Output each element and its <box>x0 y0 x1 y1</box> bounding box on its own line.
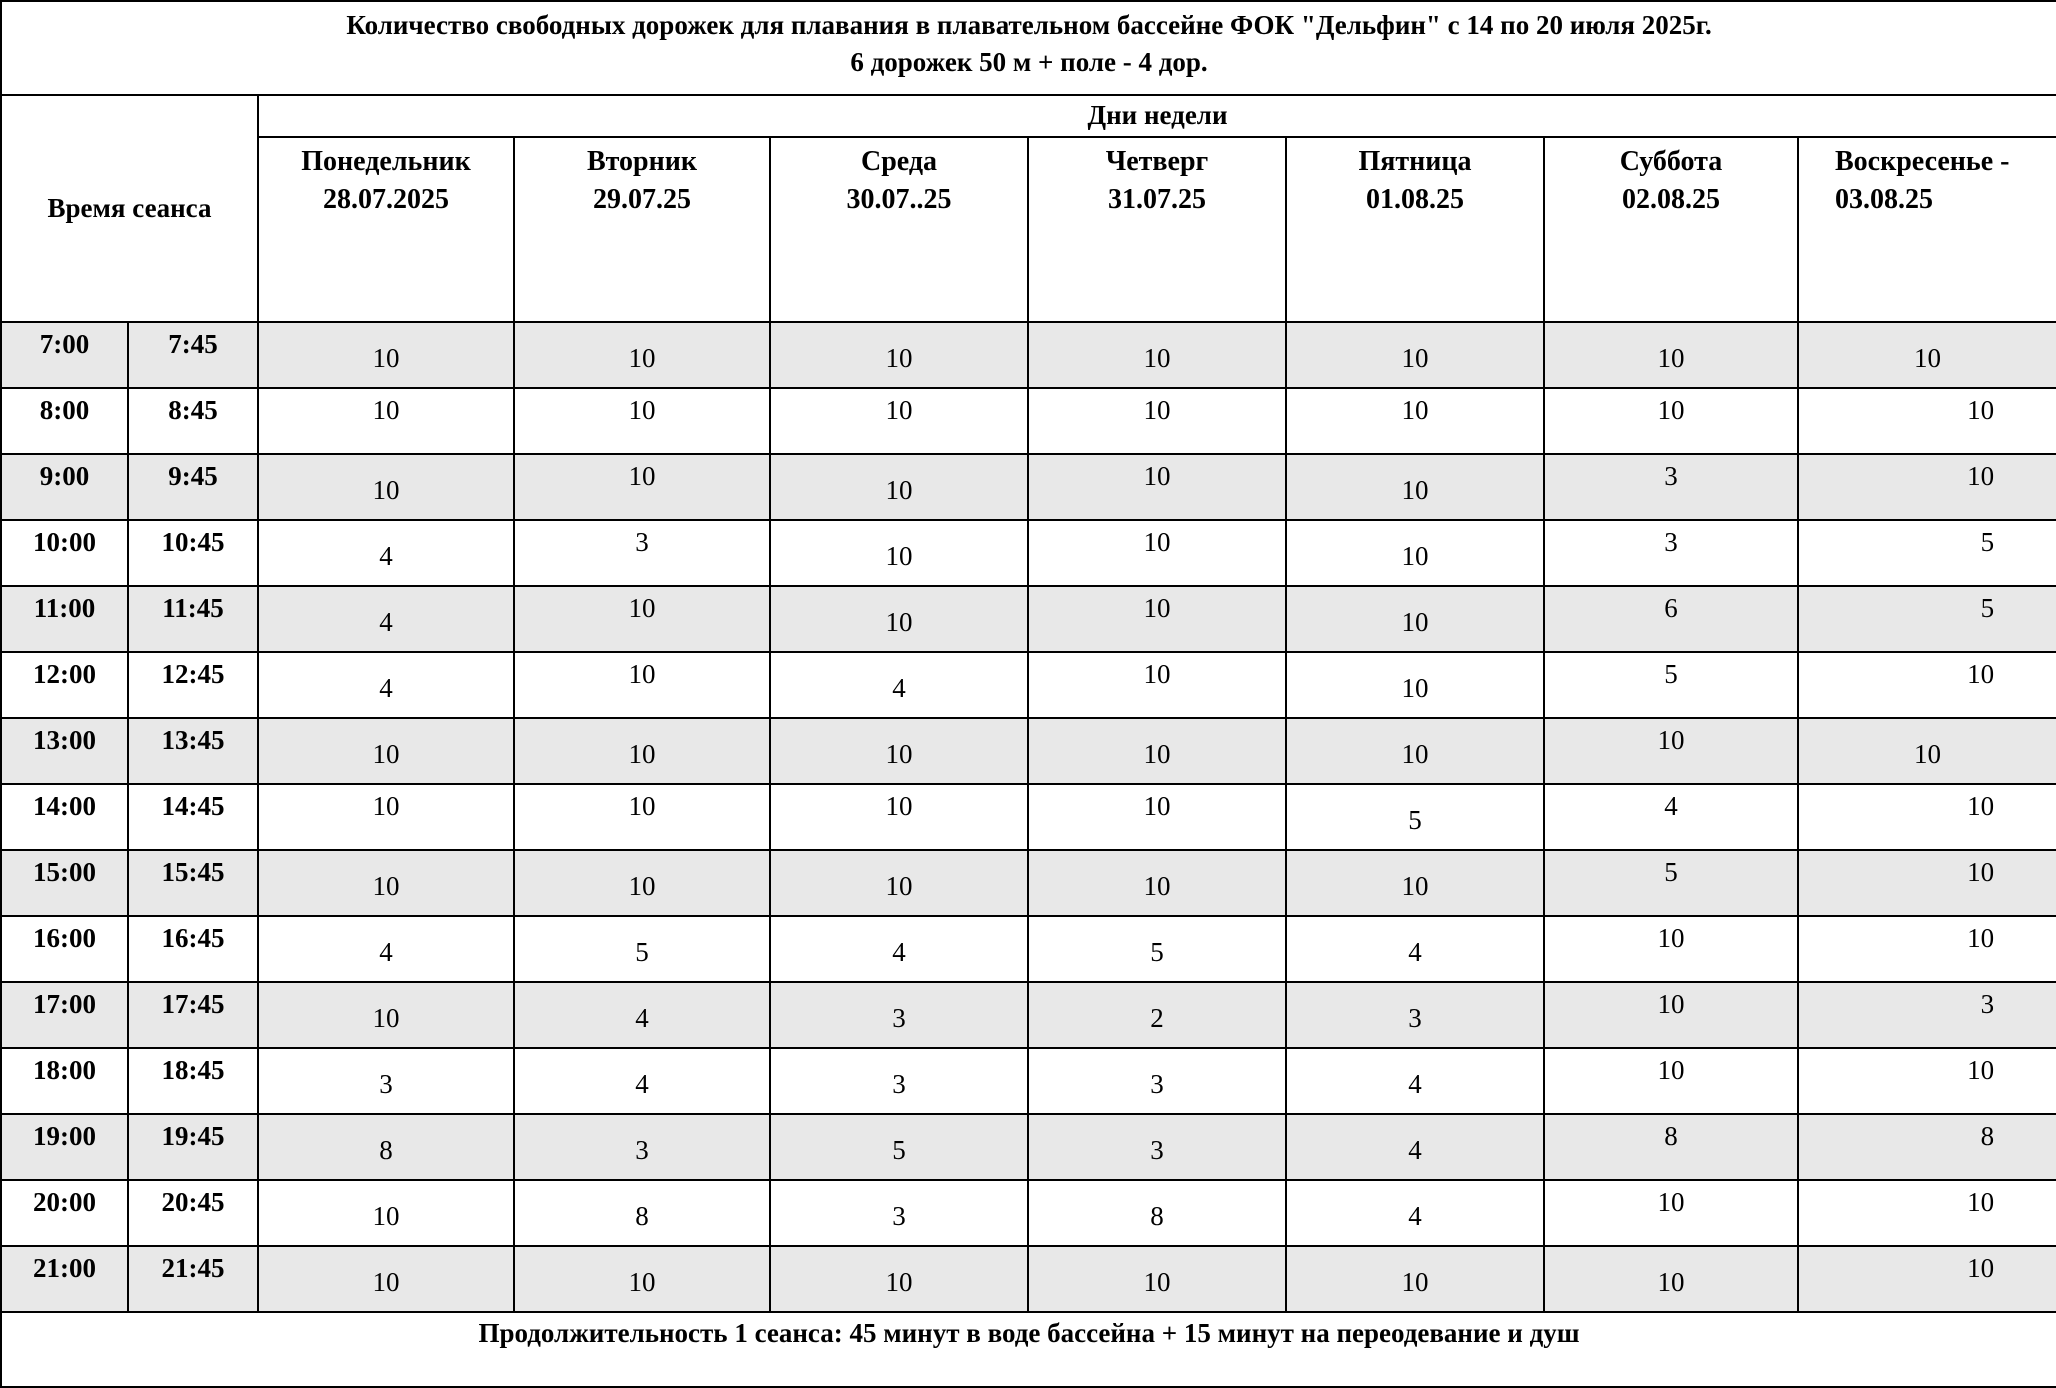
free-lanes-cell <box>514 520 770 586</box>
free-lanes-value: 5 <box>1664 857 1678 887</box>
session-start-time: 15:00 <box>1 850 128 916</box>
free-lanes-cell <box>1798 1114 2056 1180</box>
free-lanes-value: 4 <box>635 1069 649 1099</box>
session-start-time: 17:00 <box>1 982 128 1048</box>
free-lanes-cell <box>1286 1048 1544 1114</box>
free-lanes-cell <box>1286 652 1544 718</box>
free-lanes-cell <box>258 1246 514 1312</box>
free-lanes-value: 10 <box>885 791 913 821</box>
session-end-time: 16:45 <box>128 916 258 982</box>
free-lanes-value: 10 <box>885 871 913 901</box>
free-lanes-cell <box>258 850 514 916</box>
session-end-time: 8:45 <box>128 388 258 454</box>
free-lanes-cell <box>258 586 514 652</box>
footer-row <box>1 1312 2056 1387</box>
free-lanes-cell <box>1028 1246 1286 1312</box>
table-row <box>1 1246 2056 1312</box>
free-lanes-cell <box>1028 520 1286 586</box>
free-lanes-value: 5 <box>1980 527 1995 557</box>
day-date: 03.08.25 <box>1835 184 1933 215</box>
free-lanes-value: 10 <box>628 1267 656 1297</box>
free-lanes-value: 10 <box>1657 725 1685 755</box>
free-lanes-cell <box>258 784 514 850</box>
free-lanes-value: 10 <box>1967 791 1995 821</box>
free-lanes-value: 4 <box>892 937 906 967</box>
free-lanes-cell <box>770 850 1028 916</box>
free-lanes-value: 4 <box>635 1003 649 1033</box>
session-end-time: 21:45 <box>128 1246 258 1312</box>
session-end-time: 17:45 <box>128 982 258 1048</box>
free-lanes-cell <box>1544 982 1798 1048</box>
free-lanes-value: 4 <box>1408 937 1422 967</box>
free-lanes-cell <box>1028 652 1286 718</box>
free-lanes-cell <box>1798 388 2056 454</box>
session-end-time: 9:45 <box>128 454 258 520</box>
day-date: 01.08.25 <box>1366 184 1464 215</box>
free-lanes-value: 10 <box>372 1267 400 1297</box>
free-lanes-value: 10 <box>1657 343 1685 373</box>
free-lanes-value: 10 <box>628 871 656 901</box>
free-lanes-value: 3 <box>1980 989 1995 1019</box>
free-lanes-cell <box>1798 322 2056 388</box>
free-lanes-value: 10 <box>372 739 400 769</box>
free-lanes-value: 6 <box>1664 593 1678 623</box>
free-lanes-value: 10 <box>1401 607 1429 637</box>
free-lanes-value: 5 <box>892 1135 906 1165</box>
free-lanes-value: 10 <box>885 343 913 373</box>
free-lanes-cell <box>514 388 770 454</box>
free-lanes-cell <box>514 652 770 718</box>
table-title <box>1 1 2056 95</box>
free-lanes-cell <box>1028 784 1286 850</box>
free-lanes-cell <box>514 784 770 850</box>
free-lanes-cell <box>1028 916 1286 982</box>
free-lanes-value: 10 <box>628 593 656 623</box>
free-lanes-cell <box>770 784 1028 850</box>
day-date: 28.07.2025 <box>323 184 449 215</box>
free-lanes-value: 3 <box>635 1135 649 1165</box>
free-lanes-cell <box>514 322 770 388</box>
free-lanes-value: 10 <box>1657 989 1685 1019</box>
free-lanes-cell <box>1286 718 1544 784</box>
free-lanes-value: 4 <box>379 541 393 571</box>
free-lanes-value: 10 <box>1967 1055 1995 1085</box>
free-lanes-cell <box>1544 784 1798 850</box>
day-header-2 <box>514 137 770 322</box>
free-lanes-cell <box>1286 388 1544 454</box>
free-lanes-cell <box>514 1114 770 1180</box>
free-lanes-cell <box>514 586 770 652</box>
session-start-time: 18:00 <box>1 1048 128 1114</box>
free-lanes-cell <box>1544 322 1798 388</box>
free-lanes-cell <box>258 1048 514 1114</box>
free-lanes-cell <box>1544 1114 1798 1180</box>
free-lanes-cell <box>1798 1048 2056 1114</box>
free-lanes-value: 10 <box>1401 871 1429 901</box>
free-lanes-value: 10 <box>628 791 656 821</box>
table-row <box>1 1180 2056 1246</box>
free-lanes-cell <box>770 718 1028 784</box>
free-lanes-cell <box>258 652 514 718</box>
session-start-time: 8:00 <box>1 388 128 454</box>
free-lanes-value: 8 <box>1664 1121 1678 1151</box>
free-lanes-cell <box>770 454 1028 520</box>
free-lanes-cell <box>1286 454 1544 520</box>
session-end-time: 13:45 <box>128 718 258 784</box>
table-row <box>1 322 2056 388</box>
table-row <box>1 718 2056 784</box>
table-row <box>1 784 2056 850</box>
free-lanes-value: 5 <box>1980 593 1995 623</box>
free-lanes-cell <box>1544 1180 1798 1246</box>
free-lanes-cell <box>1798 520 2056 586</box>
session-start-time: 20:00 <box>1 1180 128 1246</box>
free-lanes-cell <box>258 982 514 1048</box>
free-lanes-cell <box>1028 388 1286 454</box>
day-header-7 <box>1798 137 2056 322</box>
free-lanes-cell <box>258 388 514 454</box>
free-lanes-value: 10 <box>1967 461 1995 491</box>
free-lanes-value: 4 <box>892 673 906 703</box>
free-lanes-value: 8 <box>1980 1121 1995 1151</box>
title-line-1: Количество свободных дорожек для плавания в плавательном бассейне ФОК "Дельфин" с 14 по 20 июля 2025г. <box>346 10 1712 40</box>
day-name: Вторник <box>586 146 698 177</box>
free-lanes-value: 10 <box>885 1267 913 1297</box>
free-lanes-value: 10 <box>885 739 913 769</box>
free-lanes-cell <box>1286 1180 1544 1246</box>
day-header-5 <box>1286 137 1544 322</box>
free-lanes-cell <box>1028 454 1286 520</box>
free-lanes-value: 4 <box>1408 1135 1422 1165</box>
free-lanes-cell <box>770 520 1028 586</box>
free-lanes-cell <box>770 1246 1028 1312</box>
free-lanes-cell <box>1028 1048 1286 1114</box>
free-lanes-value: 10 <box>628 461 656 491</box>
free-lanes-cell <box>1798 586 2056 652</box>
free-lanes-value: 4 <box>379 937 393 967</box>
free-lanes-value: 10 <box>372 343 400 373</box>
day-name: Пятница <box>1358 146 1472 177</box>
free-lanes-value: 10 <box>1967 395 1995 425</box>
free-lanes-cell <box>1544 388 1798 454</box>
day-header-6 <box>1544 137 1798 322</box>
free-lanes-cell <box>258 718 514 784</box>
day-date: 29.07.25 <box>593 184 691 215</box>
free-lanes-cell <box>1798 718 2056 784</box>
free-lanes-value: 10 <box>372 791 400 821</box>
free-lanes-cell <box>258 1114 514 1180</box>
free-lanes-value: 10 <box>1401 475 1429 505</box>
free-lanes-cell <box>514 850 770 916</box>
free-lanes-value: 10 <box>1914 739 1942 769</box>
free-lanes-cell <box>514 916 770 982</box>
free-lanes-cell <box>1286 916 1544 982</box>
session-start-time: 16:00 <box>1 916 128 982</box>
free-lanes-value: 10 <box>1401 343 1429 373</box>
free-lanes-cell <box>258 916 514 982</box>
free-lanes-cell <box>1798 916 2056 982</box>
free-lanes-cell <box>1544 586 1798 652</box>
free-lanes-cell <box>1544 916 1798 982</box>
day-name: Четверг <box>1105 146 1209 177</box>
free-lanes-value: 10 <box>1143 343 1171 373</box>
free-lanes-cell <box>1286 1246 1544 1312</box>
free-lanes-value: 10 <box>1967 1187 1995 1217</box>
table-row <box>1 982 2056 1048</box>
free-lanes-value: 10 <box>1143 659 1171 689</box>
table-row <box>1 916 2056 982</box>
free-lanes-value: 2 <box>1150 1003 1164 1033</box>
free-lanes-value: 10 <box>1967 857 1995 887</box>
free-lanes-cell <box>514 982 770 1048</box>
free-lanes-cell <box>258 454 514 520</box>
free-lanes-cell <box>1544 652 1798 718</box>
free-lanes-value: 10 <box>1143 395 1171 425</box>
session-start-time: 19:00 <box>1 1114 128 1180</box>
free-lanes-value: 10 <box>628 739 656 769</box>
free-lanes-cell <box>770 322 1028 388</box>
session-end-time: 18:45 <box>128 1048 258 1114</box>
free-lanes-cell <box>1798 1246 2056 1312</box>
free-lanes-cell <box>1798 982 2056 1048</box>
free-lanes-value: 10 <box>628 659 656 689</box>
table-row <box>1 388 2056 454</box>
free-lanes-cell <box>1286 784 1544 850</box>
free-lanes-cell <box>1286 982 1544 1048</box>
table-row <box>1 850 2056 916</box>
weekdays-header: Дни недели <box>258 95 2056 137</box>
day-date: 02.08.25 <box>1622 184 1720 215</box>
free-lanes-cell <box>770 388 1028 454</box>
free-lanes-value: 3 <box>892 1003 906 1033</box>
table-row <box>1 520 2056 586</box>
free-lanes-cell <box>1798 784 2056 850</box>
session-start-time: 12:00 <box>1 652 128 718</box>
free-lanes-cell <box>258 1180 514 1246</box>
free-lanes-cell <box>1544 1246 1798 1312</box>
free-lanes-value: 5 <box>635 937 649 967</box>
free-lanes-cell <box>1028 982 1286 1048</box>
free-lanes-value: 10 <box>885 541 913 571</box>
free-lanes-cell <box>1798 1180 2056 1246</box>
free-lanes-value: 10 <box>628 343 656 373</box>
table-row <box>1 454 2056 520</box>
table-row <box>1 652 2056 718</box>
free-lanes-cell <box>1798 454 2056 520</box>
free-lanes-cell <box>1544 454 1798 520</box>
free-lanes-value: 3 <box>1150 1069 1164 1099</box>
free-lanes-value: 10 <box>1143 461 1171 491</box>
free-lanes-value: 3 <box>379 1069 393 1099</box>
free-lanes-cell <box>1286 322 1544 388</box>
free-lanes-cell <box>1028 718 1286 784</box>
free-lanes-cell <box>770 1048 1028 1114</box>
free-lanes-value: 3 <box>1664 461 1678 491</box>
free-lanes-cell <box>1286 850 1544 916</box>
session-end-time: 7:45 <box>128 322 258 388</box>
free-lanes-value: 3 <box>1408 1003 1422 1033</box>
free-lanes-cell <box>1028 1114 1286 1180</box>
free-lanes-value: 10 <box>1143 527 1171 557</box>
session-end-time: 12:45 <box>128 652 258 718</box>
session-duration-note: Продолжительность 1 сеанса: 45 минут в воде бассейна + 15 минут на переодевание и душ <box>1 1312 2056 1387</box>
free-lanes-value: 4 <box>379 673 393 703</box>
free-lanes-value: 10 <box>1967 1253 1995 1283</box>
free-lanes-value: 10 <box>885 607 913 637</box>
day-header-3 <box>770 137 1028 322</box>
free-lanes-value: 10 <box>1143 1267 1171 1297</box>
day-name: Среда <box>860 146 937 177</box>
free-lanes-value: 10 <box>372 1003 400 1033</box>
free-lanes-value: 10 <box>1657 923 1685 953</box>
free-lanes-value: 5 <box>1664 659 1678 689</box>
table-row <box>1 1048 2056 1114</box>
session-end-time: 15:45 <box>128 850 258 916</box>
free-lanes-value: 10 <box>628 395 656 425</box>
free-lanes-value: 3 <box>1664 527 1678 557</box>
day-header-row <box>1 137 2056 322</box>
session-time-header: Время сеанса <box>1 95 258 322</box>
free-lanes-cell <box>514 1246 770 1312</box>
free-lanes-value: 3 <box>1150 1135 1164 1165</box>
free-lanes-value: 10 <box>372 1201 400 1231</box>
free-lanes-value: 10 <box>885 475 913 505</box>
free-lanes-value: 10 <box>1143 593 1171 623</box>
free-lanes-value: 4 <box>1408 1201 1422 1231</box>
free-lanes-value: 3 <box>892 1201 906 1231</box>
free-lanes-cell <box>514 1048 770 1114</box>
free-lanes-value: 10 <box>1143 791 1171 821</box>
free-lanes-cell <box>1028 1180 1286 1246</box>
free-lanes-value: 10 <box>1143 871 1171 901</box>
free-lanes-value: 3 <box>892 1069 906 1099</box>
free-lanes-cell <box>1028 850 1286 916</box>
free-lanes-value: 10 <box>1401 739 1429 769</box>
free-lanes-value: 10 <box>372 475 400 505</box>
session-start-time: 13:00 <box>1 718 128 784</box>
free-lanes-cell <box>514 718 770 784</box>
free-lanes-cell <box>1544 1048 1798 1114</box>
free-lanes-value: 10 <box>1657 1055 1685 1085</box>
day-header-4 <box>1028 137 1286 322</box>
free-lanes-value: 4 <box>1664 791 1678 821</box>
day-name: Понедельник <box>301 146 471 177</box>
free-lanes-cell <box>1286 1114 1544 1180</box>
session-start-time: 10:00 <box>1 520 128 586</box>
session-start-time: 11:00 <box>1 586 128 652</box>
free-lanes-value: 8 <box>635 1201 649 1231</box>
free-lanes-value: 8 <box>379 1135 393 1165</box>
free-lanes-value: 8 <box>1150 1201 1164 1231</box>
free-lanes-value: 10 <box>1143 739 1171 769</box>
free-lanes-cell <box>1544 718 1798 784</box>
free-lanes-value: 5 <box>1408 805 1422 835</box>
free-lanes-value: 10 <box>885 395 913 425</box>
free-lanes-cell <box>1028 322 1286 388</box>
free-lanes-value: 10 <box>1401 541 1429 571</box>
session-end-time: 11:45 <box>128 586 258 652</box>
free-lanes-cell <box>1286 520 1544 586</box>
free-lanes-cell <box>1028 586 1286 652</box>
free-lanes-value: 10 <box>372 395 400 425</box>
free-lanes-cell <box>1798 850 2056 916</box>
free-lanes-cell <box>770 982 1028 1048</box>
title-line-2: 6 дорожек 50 м + поле - 4 дор. <box>850 47 1208 77</box>
free-lanes-value: 4 <box>379 607 393 637</box>
free-lanes-value: 10 <box>1401 395 1429 425</box>
session-start-time: 14:00 <box>1 784 128 850</box>
free-lanes-value: 10 <box>1967 659 1995 689</box>
free-lanes-cell <box>514 1180 770 1246</box>
session-start-time: 9:00 <box>1 454 128 520</box>
table-row <box>1 1114 2056 1180</box>
table-row <box>1 586 2056 652</box>
free-lanes-cell <box>770 916 1028 982</box>
free-lanes-value: 10 <box>1657 1187 1685 1217</box>
free-lanes-value: 10 <box>1401 1267 1429 1297</box>
free-lanes-value: 10 <box>1401 673 1429 703</box>
free-lanes-cell <box>770 1114 1028 1180</box>
session-end-time: 10:45 <box>128 520 258 586</box>
free-lanes-cell <box>258 322 514 388</box>
session-start-time: 7:00 <box>1 322 128 388</box>
free-lanes-value: 10 <box>1657 1267 1685 1297</box>
free-lanes-value: 10 <box>1657 395 1685 425</box>
day-date: 30.07..25 <box>846 184 952 215</box>
free-lanes-cell <box>258 520 514 586</box>
free-lanes-value: 10 <box>1914 343 1942 373</box>
day-header-1 <box>258 137 514 322</box>
free-lanes-value: 4 <box>1408 1069 1422 1099</box>
session-end-time: 14:45 <box>128 784 258 850</box>
free-lanes-cell <box>770 586 1028 652</box>
free-lanes-cell <box>1544 850 1798 916</box>
session-start-time: 21:00 <box>1 1246 128 1312</box>
day-date: 31.07.25 <box>1108 184 1206 215</box>
day-name: Суббота <box>1619 146 1723 177</box>
session-end-time: 19:45 <box>128 1114 258 1180</box>
free-lanes-cell <box>514 454 770 520</box>
free-lanes-value: 10 <box>372 871 400 901</box>
free-lanes-cell <box>1798 652 2056 718</box>
free-lanes-value: 10 <box>1967 923 1995 953</box>
free-lanes-cell <box>1286 586 1544 652</box>
day-name: Воскресенье - <box>1835 146 2010 177</box>
free-lanes-cell <box>1544 520 1798 586</box>
free-lanes-value: 3 <box>635 527 649 557</box>
session-end-time: 20:45 <box>128 1180 258 1246</box>
free-lanes-cell <box>770 652 1028 718</box>
free-lanes-value: 5 <box>1150 937 1164 967</box>
free-lanes-cell <box>770 1180 1028 1246</box>
